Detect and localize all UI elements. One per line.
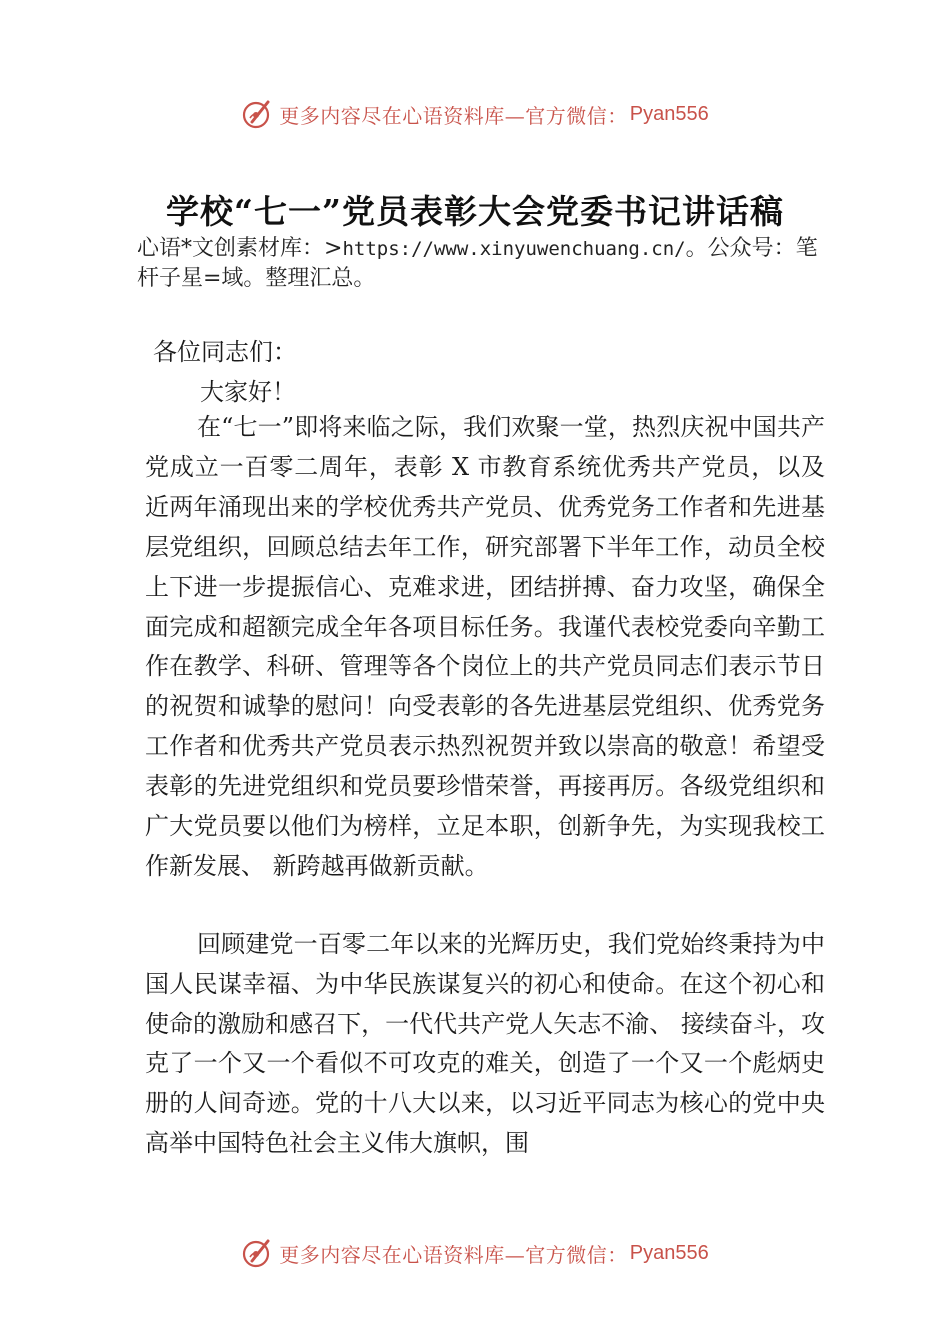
header-watermark-banner [0, 94, 950, 134]
salutation: 各位同志们： [153, 338, 297, 366]
banner-text: 更多内容尽在心语资料库—官方微信： [279, 103, 628, 128]
source-prefix: 心语*文创素材库：> [137, 236, 343, 261]
document-title: 学校“七一”党员表彰大会党委书记讲话稿 [166, 192, 784, 231]
source-suffix: 。公众号：笔杆子星=域。整理汇总。 [137, 236, 818, 291]
source-url: https://www.xinyuwenchuang.cn/ [342, 238, 686, 260]
pen-circle-logo-icon [241, 97, 275, 131]
banner-wechat-id: Pyan556 [629, 1241, 709, 1264]
body-paragraph-2: 回顾建党一百零二年以来的光辉历史，我们党始终秉持为中国人民谋幸福、为中华民族谋复兴的初心和使命。在这个初心和使命的激励和感召下，一代代共产党人矢志不渝、 接续奋斗，攻克了一个又一个看似不可攻克的难关，创造了一个又一个彪炳史册的人间奇迹。党的十八大以来，以习近平同志为核心的党中央高举中国特色社会主义伟大旗帜，围 [145, 930, 825, 1157]
pen-circle-logo-icon [241, 1236, 275, 1270]
source-line [137, 234, 837, 293]
greeting: 大家好！ [200, 378, 296, 406]
body-paragraph-1: 在“七一”即将来临之际，我们欢聚一堂，热烈庆祝中国共产党成立一百零二周年，表彰 X 市教育系统优秀共产党员，以及近两年涌现出来的学校优秀共产党员、优秀党务工作者和先进基层党组织，回顾总结去年工作，研究部署下半年工作，动员全校上下进一步提振信心、克难求进，团结拼搏、奋力攻坚，确保全面完成和超额完成全年各项目标任务。我谨代表校党委向辛勤工作在教学、科研、管理等各个岗位上的共产党员同志们表示节日的祝贺和诚挚的慰问！向受表彰的各先进基层党组织、优秀党务工作者和优秀共产党员表示热烈祝贺并致以崇高的敬意！希望受表彰的先进党组织和党员要珍惜荣誉，再接再厉。各级党组织和广大党员要以他们为榜样，立足本职，创新争先，为实现我校工作新发展、 新跨越再做新贡献。 [145, 413, 825, 880]
banner-wechat-id: Pyan556 [629, 102, 709, 125]
banner-text: 更多内容尽在心语资料库—官方微信： [279, 1242, 628, 1267]
footer-watermark-banner [0, 1233, 950, 1273]
